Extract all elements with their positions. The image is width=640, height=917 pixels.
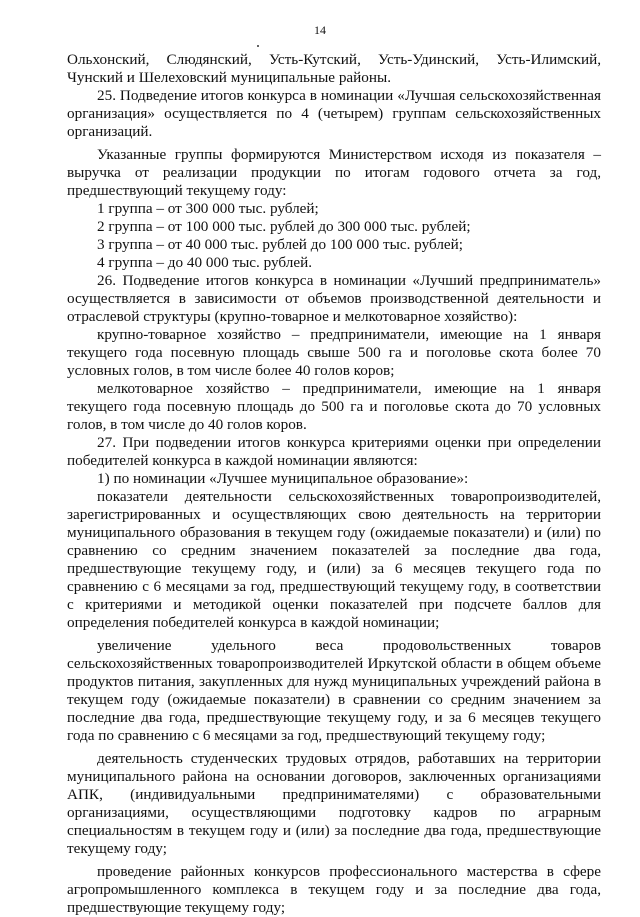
large-commodity-farm-item: крупно-товарное хозяйство – предприниматели, имеющие на 1 января текущего года посевную площадь свыше 500 га и поголовье скота более 70 условных голов, в том числе более 40 голов коров; xyxy=(67,326,601,379)
group-2-item: 2 группа – от 100 000 тыс. рублей до 300 000 тыс. рублей; xyxy=(97,218,471,235)
small-commodity-farm-item: мелкотоварное хозяйство – предприниматели, имеющие на 1 января текущего года посевную площадь до 500 га и поголовье скота до 70 условных голов, в том числе до 40 голов коров. xyxy=(67,380,601,433)
group-3-item: 3 группа – от 40 000 тыс. рублей до 100 000 тыс. рублей; xyxy=(97,236,463,253)
paragraph-26: 26. Подведение итогов конкурса в номинации «Лучший предприниматель» осуществляется в зависимости от объемов производственной деятельности и отраслевой структуры (крупно-товарное и мелкотоварное хозяйство): xyxy=(67,272,601,325)
document-body xyxy=(67,51,601,917)
paragraph-25: 25. Подведение итогов конкурса в номинации «Лучшая сельскохозяйственная организация» осуществляется по 4 (четырем) группам сельскохозяйственных организаций. xyxy=(67,87,601,140)
group-1-item: 1 группа – от 300 000 тыс. рублей; xyxy=(97,200,319,217)
group-4-item: 4 группа – до 40 000 тыс. рублей. xyxy=(97,254,313,271)
scan-speck xyxy=(257,45,259,47)
criterion-food-share: увеличение удельного веса продовольственных товаров сельскохозяйственных товаропроизводителей Иркутской области в общем объеме продуктов питания, закупленных для нужд муниципальных учреждений района в текущем году (ожидаемые показатели) в сравнении со средним значением за последние два года, предшествующие текущему году, и за 6 месяцев текущего года по сравнению с 6 месяцами за год, предшествующий текущему году; xyxy=(67,637,601,744)
criterion-student-teams: деятельность студенческих трудовых отрядов, работавших на территории муниципального района на основании договоров, заключенных организациями АПК, (индивидуальными предпринимателями) с образовательными организациями, осуществляющими подготовку кадров по аграрным специальностям в текущем году и (или) за последние два года, предшествующие текущему году; xyxy=(67,750,601,857)
paragraph-groups-intro: Указанные группы формируются Министерством исходя из показателя – выручка от реализации продукции по итогам годового отчета за год, предшествующий текущему году: xyxy=(67,146,601,199)
criterion-activity-indicators: показатели деятельности сельскохозяйственных товаропроизводителей, зарегистрированных и осуществляющих свою деятельность на территории муниципального образования в текущем году (ожидаемые показатели) и (или) по сравнению со средним значением показателей за последние два года, предшествующие текущему году, и (или) за 6 месяцев текущего года по сравнению с 6 месяцами за год, предшествующий текущему году, в соответствии с критериями и методикой оценки показателей при подсчете баллов для определения победителей конкурса в каждой номинации; xyxy=(67,488,601,631)
paragraph-districts-continuation: Ольхонский, Слюдянский, Усть-Кутский, Усть-Удинский, Усть-Илимский, Чунский и Шелеховский муниципальные районы. xyxy=(67,51,601,86)
criteria-subheading-1: 1) по номинации «Лучшее муниципальное образование»: xyxy=(97,470,469,487)
page-number: 14 xyxy=(314,23,326,37)
criterion-professional-contests: проведение районных конкурсов профессионального мастерства в сфере агропромышленного комплекса в текущем году и за последние два года, предшествующие текущему году; xyxy=(67,863,601,916)
paragraph-27: 27. При подведении итогов конкурса критериями оценки при определении победителей конкурса в каждой номинации являются: xyxy=(67,434,601,469)
